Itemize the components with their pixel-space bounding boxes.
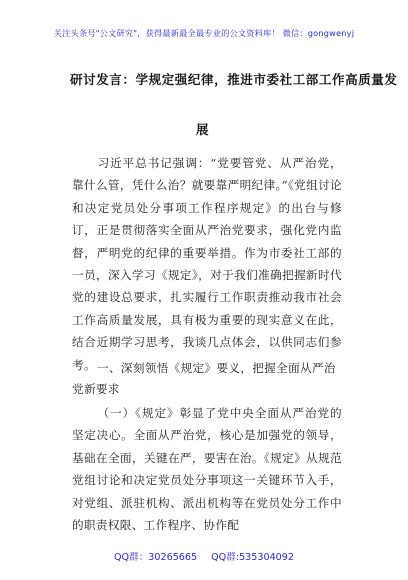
footer-qq-group-2: QQ群:535304092 — [211, 552, 294, 563]
footer-qq-group-1: QQ群：30265665 — [114, 552, 198, 563]
section-heading-1-text: 一、深刻领悟《规定》要义，把握全面从严治党新要求 — [72, 361, 336, 396]
paragraph-section-1-text: （一）《规定》彰显了党中央全面从严治党的坚定决心。全面从严治党，核心是加强党的领导，基础在全面，关键在严，要害在治。《规定》从规范党组讨论和决定党员处分事项这一关键环节入手，对党组、派驻机构、派出机构等在党员处分工作中的职责权限、工作程序、协作配 — [72, 406, 342, 533]
section-heading-1 — [72, 358, 342, 400]
paragraph-intro-text: 习近平总书记强调：“党要管党、从严治党，靠什么管，凭什么治？就要靠严明纪律。”《党组讨论和决定党员处分事项工作程序规定》的出台与修订，正是贯彻落实全面从严治党要求，强化党内监督，严明党的纪律的重要举措。作为市委社工部的一员，深入学习《规定》，对于我们准确把握新时代党的建设总要求，扎实履行工作职责推动我市社会工作高质量发展，具有极为重要的现实意义在此，结合近期学习思考，我谈几点体会，以供同志们参考。 — [72, 156, 342, 372]
header-banner: 关注头条号"公文研究"，获得最新最全最专业的公文资料库！ 微信：gongwenyj — [53, 28, 355, 38]
document-title-line-2: 展 — [196, 122, 210, 137]
footer-contact — [0, 549, 408, 563]
document-title-line-1: 研讨发言：学规定强纪律，推进市委社工部工作高质量发 — [70, 72, 398, 87]
paragraph-intro — [72, 152, 342, 372]
paragraph-section-1 — [72, 402, 342, 554]
